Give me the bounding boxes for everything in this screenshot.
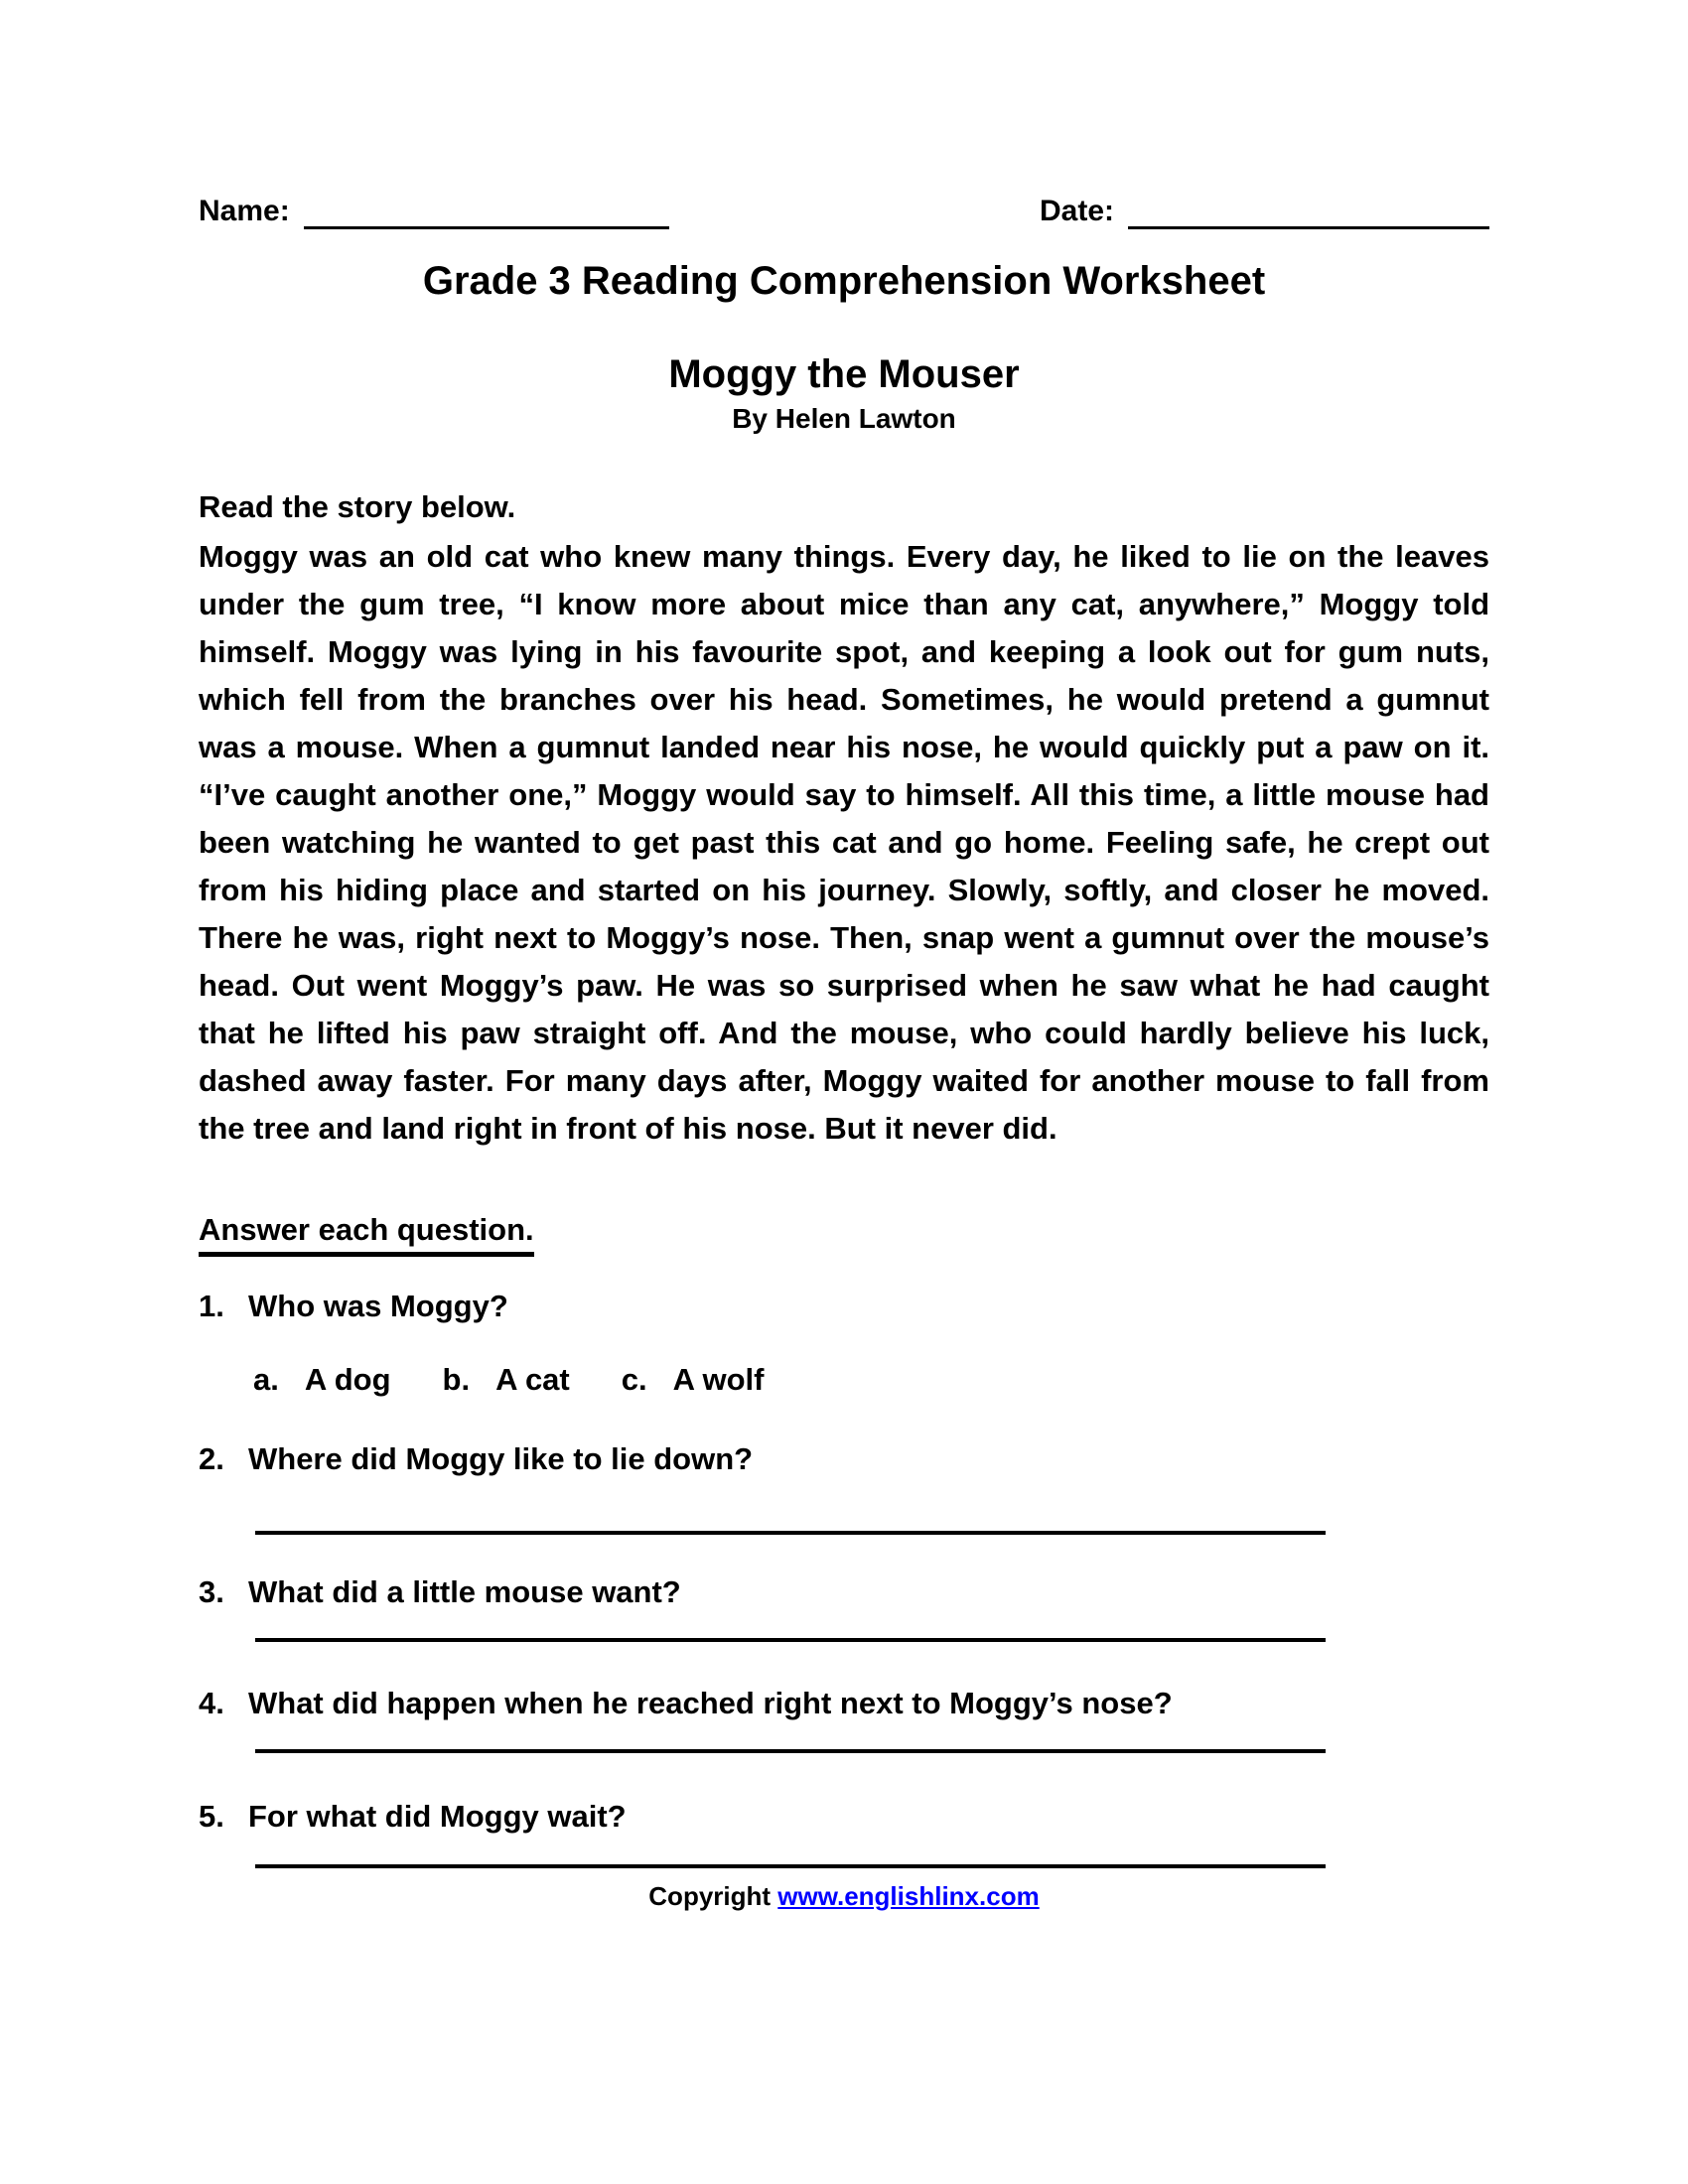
header-row: [199, 194, 1489, 229]
option-a: [253, 1358, 391, 1402]
story-byline: By Helen Lawton: [732, 403, 956, 434]
question-2-answer-line: [255, 1531, 1326, 1535]
question-3-number: 3.: [199, 1574, 224, 1609]
option-b-letter: b.: [442, 1362, 471, 1397]
name-blank-line: [304, 197, 669, 229]
option-a-letter: a.: [253, 1362, 279, 1397]
question-2: [199, 1437, 1489, 1481]
question-2-text: Where did Moggy like to lie down?: [248, 1441, 754, 1476]
read-story-instruction: Read the story below.: [199, 489, 516, 524]
question-1-options: [253, 1358, 1489, 1402]
question-3: [199, 1570, 1489, 1614]
question-1-number: 1.: [199, 1289, 224, 1323]
answer-section-heading: [199, 1212, 1489, 1257]
option-c-text: A wolf: [672, 1362, 765, 1397]
option-a-text: A dog: [304, 1362, 391, 1397]
question-5-answer-line: [255, 1864, 1326, 1868]
englishlinx-link[interactable]: www.englishlinx.com: [777, 1881, 1040, 1911]
date-field-group: [1040, 194, 1489, 229]
option-b-text: A cat: [495, 1362, 570, 1397]
copyright-label: Copyright: [648, 1881, 772, 1911]
option-b: [443, 1358, 570, 1402]
date-label: Date:: [1039, 195, 1114, 227]
question-3-text: What did a little mouse want?: [248, 1574, 681, 1609]
story-paragraph: Moggy was an old cat who knew many things. Every day, he liked to lie on the leaves under the gum tree, “I know more about mice than any cat, anywhere,” Moggy told himself. Moggy was lying in his favourite spot, and keeping a look out for gum nuts, which fell from the branches over his head. Sometimes, he would pretend a gumnut was a mouse. When a gumnut landed near his nose, he would quickly put a paw on it. “I’ve caught another one,” Moggy would say to himself. All this time, a little mouse had been watching he wanted to get past this cat and go home. Feeling safe, he crept out from his hiding place and started on his journey. Slowly, softly, and closer he moved. There he was, right next to Moggy’s nose. Then, snap went a gumnut over the mouse’s head. Out went Moggy’s paw. He was so surprised when he saw what he had caught that he lifted his paw straight off. And the mouse, who could hardly believe his luck, dashed away faster. For many days after, Moggy waited for another mouse to fall from the tree and land right in front of his nose. But it never did.: [199, 539, 1489, 1146]
question-4-answer-line: [255, 1749, 1326, 1753]
story-title: Moggy the Mouser: [668, 352, 1020, 396]
name-label: Name:: [199, 195, 290, 227]
name-field-group: [199, 194, 669, 229]
question-1-text: Who was Moggy?: [248, 1289, 508, 1323]
question-1: [199, 1285, 1489, 1328]
option-c-letter: c.: [621, 1362, 647, 1397]
worksheet-title: Grade 3 Reading Comprehension Worksheet: [422, 259, 1266, 303]
question-5: [199, 1795, 1489, 1839]
option-c: [622, 1358, 765, 1402]
question-3-answer-line: [255, 1638, 1326, 1642]
question-4-text: What did happen when he reached right next to Moggy’s nose?: [248, 1686, 1173, 1720]
footer: [199, 1880, 1489, 1912]
question-2-number: 2.: [199, 1441, 224, 1476]
date-blank-line: [1128, 197, 1489, 229]
answer-heading-text: Answer each question.: [199, 1212, 534, 1257]
question-4-number: 4.: [199, 1686, 224, 1720]
question-5-text: For what did Moggy wait?: [248, 1799, 627, 1834]
question-5-number: 5.: [199, 1799, 224, 1834]
question-4: [199, 1682, 1489, 1725]
